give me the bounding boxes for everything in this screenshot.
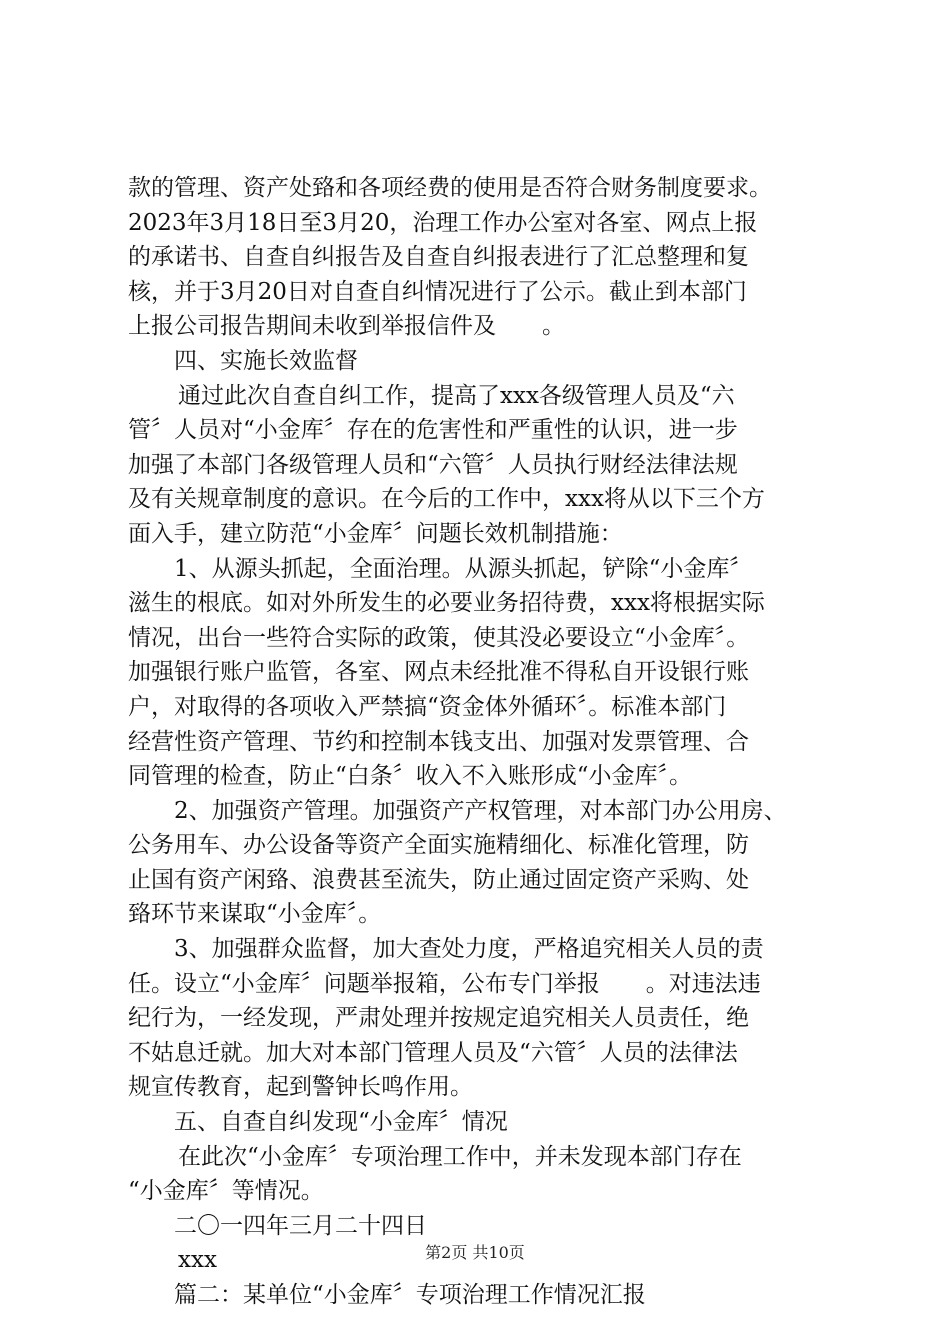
text-line: 1、从源头抓起，全面治理。从源头抓起，铲除“小金库〞 [174, 555, 753, 582]
page-footer: 第2页 共10页 [425, 1243, 525, 1262]
text-line: 款的管理、资产处臵和各项经费的使用是否符合财务制度要求。 [128, 175, 772, 201]
text-line: 户，对取得的各项收入严禁搞“资金体外循环〞。标准本部门 [128, 693, 727, 720]
text-line: 规宣传教育，起到警钟长鸣作用。 [128, 1074, 473, 1101]
text-line: 经营性资产管理、节约和控制本钱支出、加强对发票管理、合 [128, 728, 749, 755]
text-line: 上报公司报告期间未收到举报信件及 。 [128, 313, 565, 340]
text-line: 同管理的检查，防止“白条〞收入不入账形成“小金库〞。 [128, 763, 693, 790]
text-line: 的承诺书、自查自纠报告及自查自纠报表进行了汇总整理和复 [128, 244, 749, 271]
text-line: 臵环节来谋取“小金库〞。 [128, 901, 382, 928]
text-line: 二〇一四年三月二十四日 [174, 1212, 427, 1239]
text-line: 情况，出台一些符合实际的政策，使其没必要设立“小金库〞。 [128, 624, 750, 651]
text-line: 滋生的根底。如对外所发生的必要业务招待费，xxx将根据实际 [128, 590, 765, 617]
text-line: 3、加强群众监督，加大查处力度，严格追究相关人员的责 [174, 936, 764, 963]
text-line: 止国有资产闲臵、浪费甚至流失，防止通过固定资产采购、处 [128, 866, 749, 893]
text-line: 篇二：某单位“小金库〞专项治理工作情况汇报 [174, 1282, 646, 1308]
text-line: 加强了本部门各级管理人员和“六管〞人员执行财经法律法规 [128, 451, 738, 478]
text-line: 管〞人员对“小金库〞存在的危害性和严重性的认识，进一步 [128, 417, 738, 444]
text-line: 加强银行账户监管，各室、网点未经批准不得私自开设银行账 [128, 659, 749, 686]
text-line: xxx [178, 1247, 217, 1274]
text-line: 通过此次自查自纠工作，提高了xxx各级管理人员及“六 [178, 382, 735, 409]
text-line: “小金库〞等情况。 [128, 1178, 324, 1205]
text-line: 核，并于3月20日对自查自纠情况进行了公示。截止到本部门 [128, 278, 747, 305]
text-line: 任。设立“小金库〞问题举报箱，公布专门举报 。对违法违 [128, 970, 761, 997]
text-line: 2023年3月18日至3月20，治理工作办公室对各室、网点上报 [128, 209, 758, 236]
text-line: 2、加强资产管理。加强资产产权管理，对本部门办公用房、 [174, 797, 787, 824]
text-line: 面入手，建立防范“小金库〞问题长效机制措施： [128, 520, 623, 547]
document-body [128, 171, 848, 1313]
text-line: 在此次“小金库〞专项治理工作中，并未发现本部门存在 [178, 1143, 742, 1170]
text-line: 公务用车、办公设备等资产全面实施精细化、标准化管理，防 [128, 832, 749, 859]
text-line: 不姑息迁就。加大对本部门管理人员及“六管〞人员的法律法 [128, 1039, 738, 1066]
text-line: 五、自查自纠发现“小金库〞情况 [174, 1109, 508, 1136]
text-line: 四、实施长效监督 [174, 347, 358, 374]
text-line: 纪行为，一经发现，严肃处理并按规定追究相关人员责任，绝 [128, 1005, 749, 1032]
text-line: 及有关规章制度的意识。在今后的工作中，xxx将从以下三个方 [128, 486, 765, 513]
